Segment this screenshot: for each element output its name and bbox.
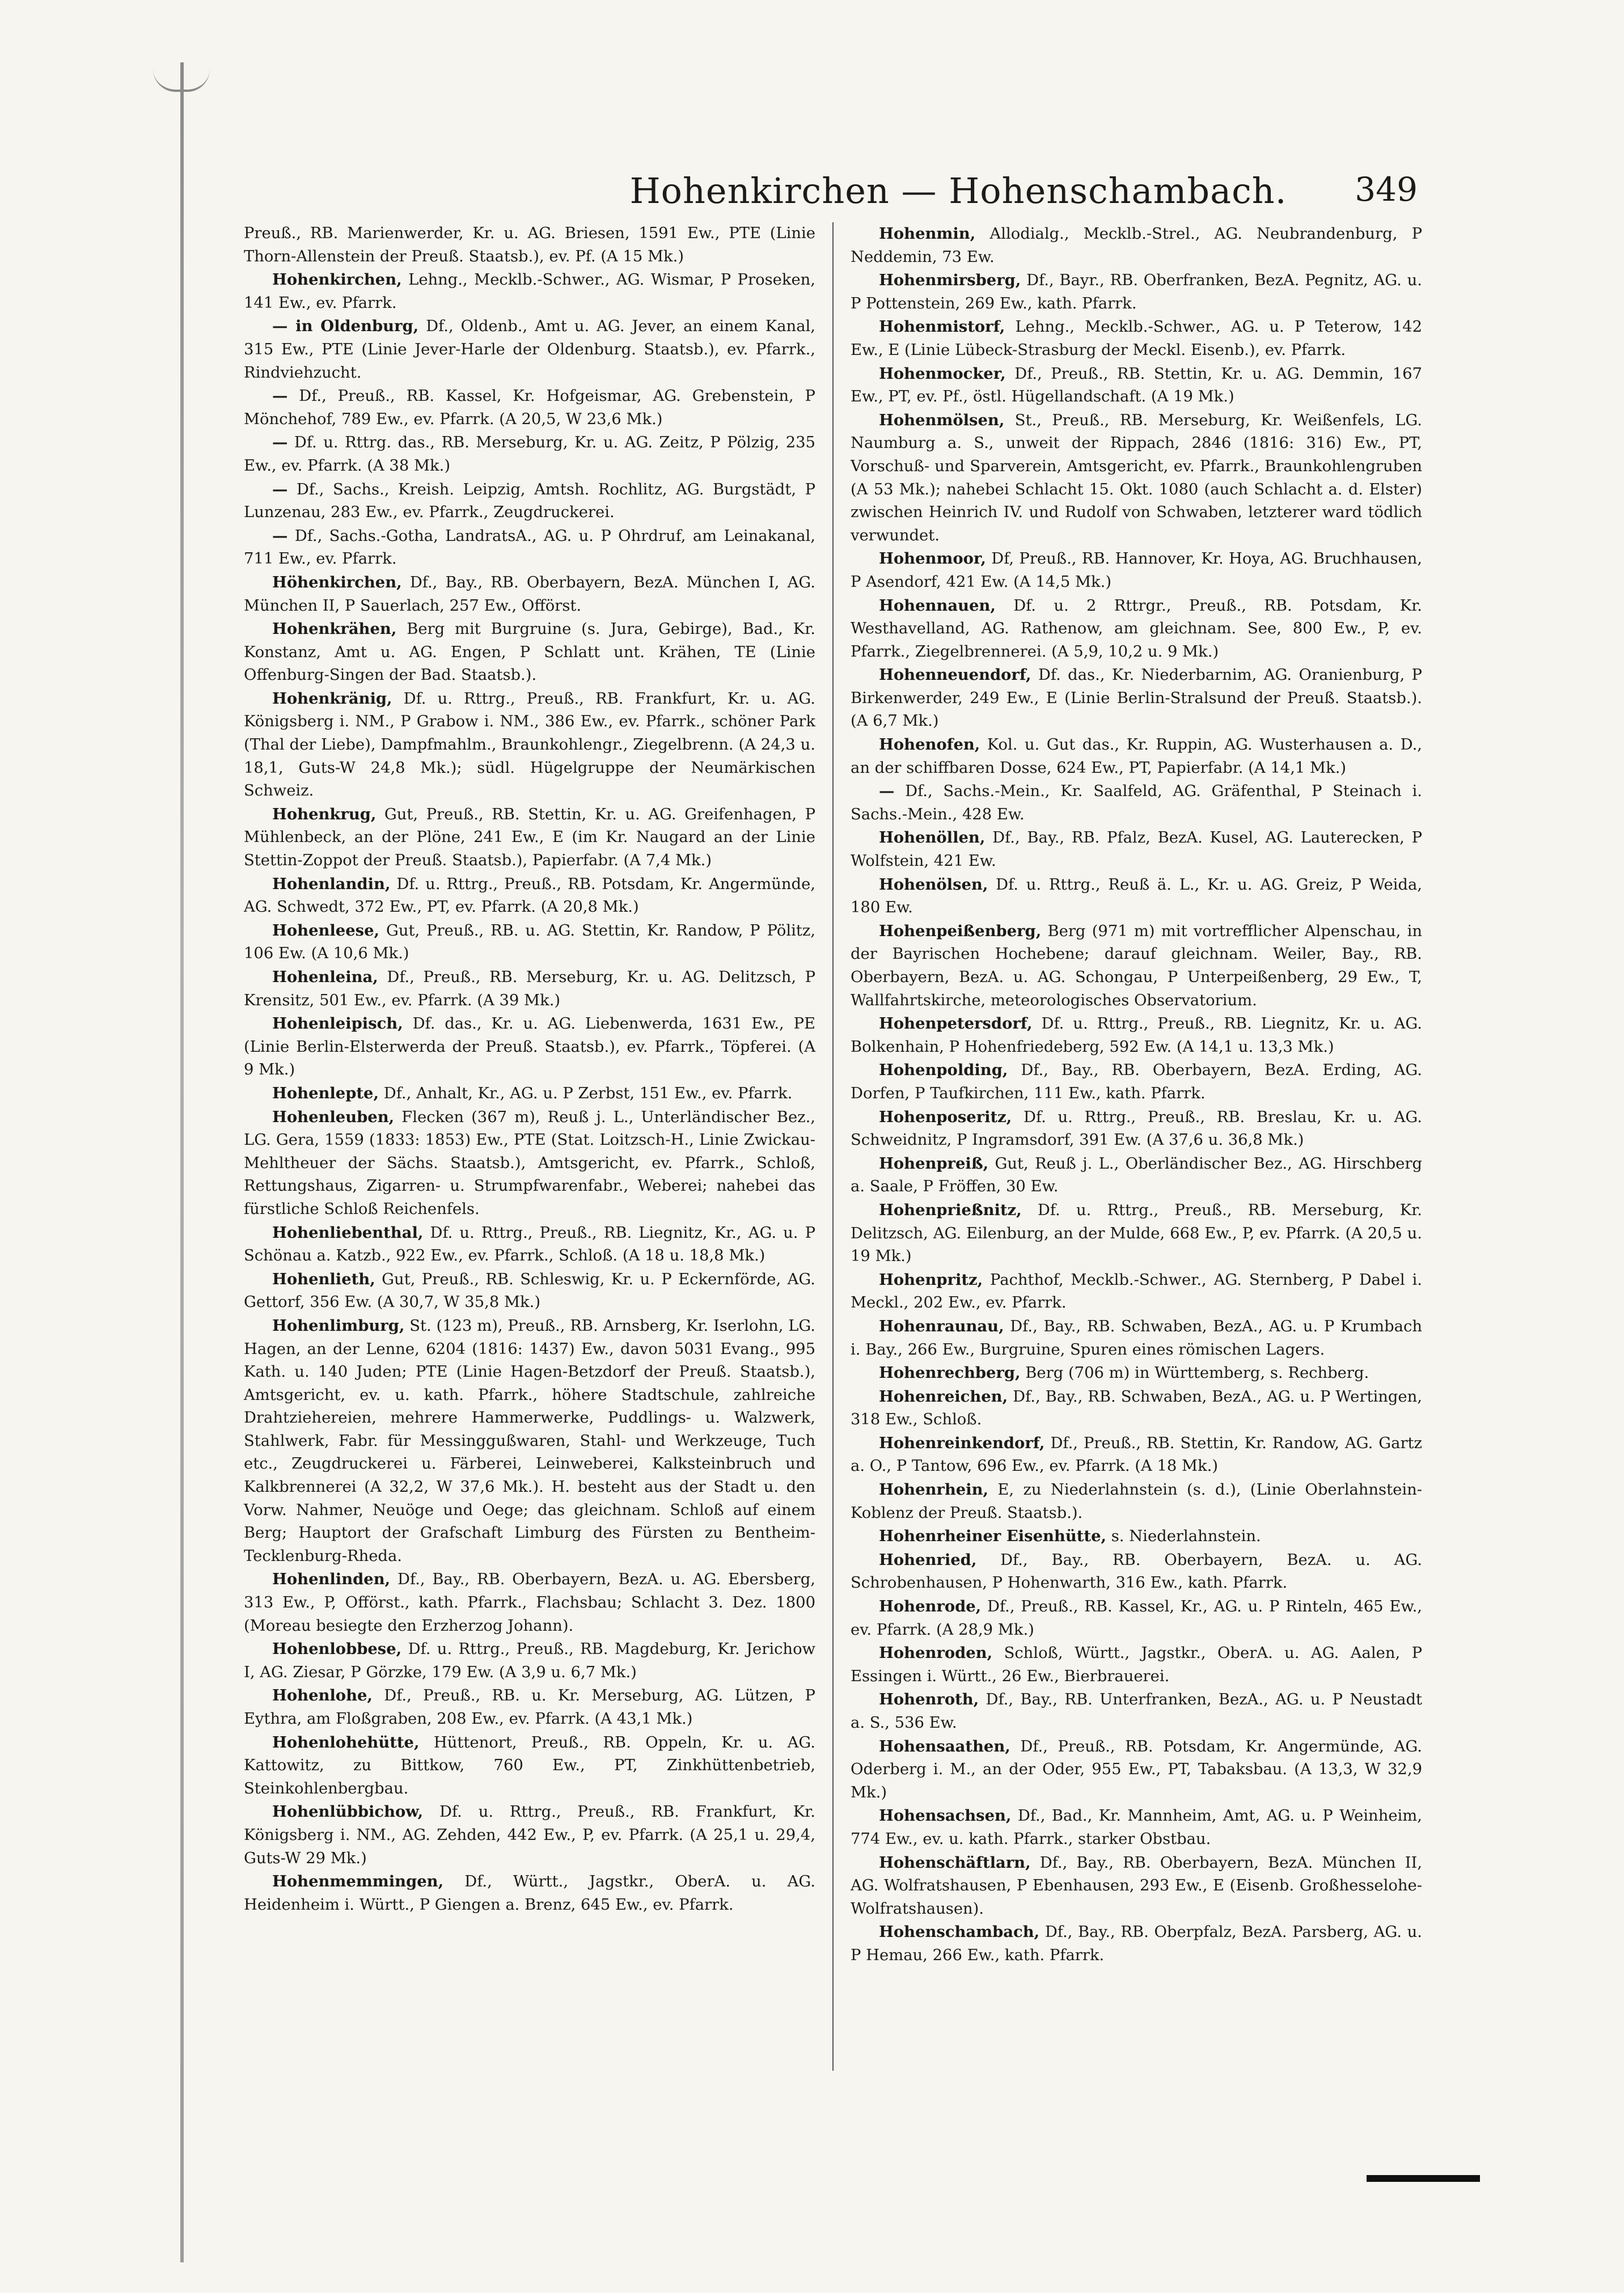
entry-headword: Hohenleuben,	[272, 1107, 395, 1126]
entry-headword: Hohenpreiß,	[879, 1154, 989, 1173]
entry-text: Df., Bayr., RB. Oberfranken, BezA. Pegnitz, AG. u. P Pottenstein, 269 Ew., kath. Pfarrk.	[851, 272, 1422, 312]
entry-headword: Hohenkirchen,	[272, 270, 402, 289]
entry-headword: Hohenölsen,	[879, 875, 988, 894]
dictionary-entry	[851, 1152, 1422, 1199]
dictionary-entry	[244, 1106, 815, 1221]
entry-text: Df. u. Rttrg., Preuß., RB. Potsdam, Kr. Angermünde, AG. Schwedt, 372 Ew., PT, ev. Pfarrk. (A 20,8 Mk.)	[244, 875, 815, 916]
entry-headword: Hohenleipisch,	[272, 1014, 403, 1033]
dictionary-entry	[244, 524, 815, 571]
entry-headword: Hohenschambach,	[879, 1923, 1040, 1941]
entry-headword: Hohenneuendorf,	[879, 666, 1031, 684]
entry-headword: Hohenmoor,	[879, 549, 986, 568]
right-column	[851, 222, 1422, 1968]
entry-text: Df., Preuß., RB. Kassel, Kr., AG. u. P Rinteln, 465 Ew., ev. Pfarrk. (A 28,9 Mk.)	[851, 1598, 1422, 1639]
dictionary-entry	[244, 571, 815, 617]
entry-text: Df., Bay., RB. Oberbayern, BezA. u. AG. Ebersberg, 313 Ew., P, Offörst., kath. Pfarrk., Flachsbau; Schlacht 3. Dez. 1800 (Moreau besiegte den Erzherzog Johann).	[244, 1571, 815, 1635]
dictionary-entry	[244, 478, 815, 524]
entry-text: Kol. u. Gut das., Kr. Ruppin, AG. Wusterhausen a. D., an der schiffbaren Dosse, 624 Ew., PT, Papierfabr. (A 14,1 Mk.)	[851, 736, 1422, 777]
entry-text: Df. u. Rttrg., Preuß., RB. Magdeburg, Kr. Jerichow I, AG. Ziesar, P Görzke, 179 Ew. (A 3,9 u. 6,7 Mk.)	[244, 1640, 816, 1681]
entry-headword: Hohenlobbese,	[272, 1640, 402, 1659]
dictionary-entry	[851, 1851, 1422, 1921]
entry-headword: —	[272, 526, 288, 545]
entry-headword: Hohenschäftlarn,	[879, 1853, 1031, 1872]
entry-text: Df., Bay., RB. Unterfranken, BezA., AG. u. P Neustadt a. S., 536 Ew.	[851, 1691, 1422, 1732]
entry-text: Schloß, Württ., Jagstkr., OberA. u. AG. Aalen, P Essingen i. Württ., 26 Ew., Bierbrauerei.	[851, 1644, 1422, 1685]
page-number: 349	[1355, 170, 1418, 209]
entry-text: Df., Bay., RB. Schwaben, BezA., AG. u. P Wertingen, 318 Ew., Schloß.	[851, 1387, 1422, 1429]
entry-headword: Hohenmölsen,	[879, 411, 1005, 429]
dictionary-entry	[851, 1432, 1422, 1478]
dictionary-entry	[851, 1199, 1422, 1268]
entry-text: Df. u. Rttrg., Preuß., RB. Frankfurt, Kr. u. AG. Königsberg i. NM., P Grabow i. NM., 386 Ew., ev. Pfarrk., schöner Park (Thal der Liebe), Dampfmahlm., Braunkohlengr., Ziegelbrenn. (A 24,3 u. 18,1, Guts-W 24,8 Mk.); südl. Hügelgruppe der Neumärkischen Schweiz.	[244, 689, 815, 800]
entry-headword: Hohenmocker,	[879, 364, 1006, 383]
entry-headword: Höhenkirchen,	[272, 573, 402, 591]
dictionary-entry	[851, 315, 1422, 362]
dictionary-entry	[851, 1361, 1422, 1385]
dictionary-entry	[851, 1315, 1422, 1361]
dictionary-entry	[244, 803, 815, 873]
dictionary-entry	[244, 1684, 815, 1731]
entry-text: Df, Preuß., RB. Hannover, Kr. Hoya, AG. Bruchhausen, P Asendorf, 421 Ew. (A 14,5 Mk.)	[851, 550, 1422, 591]
entry-text: Gut, Reuß j. L., Oberländischer Bez., AG. Hirschberg a. Saale, P Fröffen, 30 Ew.	[851, 1154, 1422, 1196]
entry-text: Df., Anhalt, Kr., AG. u. P Zerbst, 151 Ew., ev. Pfarrk.	[383, 1084, 793, 1102]
entry-text: Df. das., Kr. Niederbarnim, AG. Oranienburg, P Birkenwerder, 249 Ew., E (Linie Berlin-Stralsund der Preuß. Staatsb.). (A 6,7 Mk.)	[851, 666, 1422, 730]
dictionary-entry	[244, 919, 815, 966]
entry-headword: Hohenmemmingen,	[272, 1872, 444, 1891]
dictionary-entry	[244, 431, 815, 477]
dictionary-entry	[244, 268, 815, 315]
entry-headword: —	[272, 387, 288, 405]
entry-headword: Hohenlohe,	[272, 1686, 373, 1705]
dictionary-entry	[851, 547, 1422, 594]
entry-text: Pachthof, Mecklb.-Schwer., AG. Sternberg, P Dabel i. Meckl., 202 Ew., ev. Pfarrk.	[851, 1271, 1422, 1312]
entry-text: Df., Preuß., RB. Merseburg, Kr. u. AG. Delitzsch, P Krensitz, 501 Ew., ev. Pfarrk. (A 39 Mk.)	[244, 968, 815, 1009]
entry-text: Lehng., Mecklb.-Schwer., AG. Wismar, P Proseken, 141 Ew., ev. Pfarrk.	[244, 271, 815, 312]
entry-text: E, zu Niederlahnstein (s. d.), (Linie Oberlahnstein-Koblenz der Preuß. Staatsb.).	[851, 1481, 1422, 1522]
entry-headword: Hohenlimburg,	[272, 1316, 405, 1335]
binding-clip	[153, 69, 210, 92]
dictionary-entry	[244, 1731, 815, 1801]
dictionary-entry	[851, 1268, 1422, 1315]
entry-headword: Hohenkränig,	[272, 689, 392, 708]
dictionary-entry	[851, 873, 1422, 920]
dictionary-entry	[851, 1804, 1422, 1851]
dictionary-entry	[851, 663, 1422, 733]
dictionary-entry	[851, 1920, 1422, 1967]
entry-headword: Hohenmin,	[879, 225, 976, 243]
dictionary-entry	[244, 1082, 815, 1106]
entry-text: Df., Preuß., RB. Kassel, Kr. Hofgeismar, AG. Grebenstein, P Mönchehof, 789 Ew., ev. Pfarrk. (A 20,5, W 23,6 Mk.)	[244, 387, 815, 428]
dictionary-entry	[244, 966, 815, 1012]
entry-headword: Hohenkrug,	[272, 805, 377, 823]
dictionary-entry	[244, 1568, 815, 1638]
entry-text: s. Niederlahnstein.	[1111, 1528, 1261, 1546]
dictionary-entry	[244, 1221, 815, 1268]
entry-headword: Hohenpeißenberg,	[879, 921, 1042, 940]
dictionary-entry	[244, 873, 815, 919]
dictionary-entry	[244, 384, 815, 431]
entry-text: Df. u. Rttrg., Preuß., RB. Liegnitz, Kr., AG. u. P Schönau a. Katzb., 922 Ew., ev. Pfarrk., Schloß. (A 18 u. 18,8 Mk.)	[244, 1224, 815, 1265]
dictionary-entry	[851, 1059, 1422, 1105]
dictionary-entry	[851, 1385, 1422, 1432]
entry-text: St., Preuß., RB. Merseburg, Kr. Weißenfels, LG. Naumburg a. S., unweit der Rippach, 2846 (1816: 316) Ew., PT, Vorschuß- und Sparverein, Amtsgericht, ev. Pfarrk., Braunkohlengruben (A 53 Mk.); nahebei Schlacht 15. Okt. 1080 (auch Schlacht a. d. Elster) zwischen Heinrich IV. und Rudolf von Schwaben, letzterer ward tödlich verwundet.	[851, 411, 1422, 544]
entry-text: Df., Preuß., RB. Potsdam, Kr. Angermünde, AG. Oderberg i. M., an der Oder, 955 Ew., PT, Tabaksbau. (A 13,3, W 32,9 Mk.)	[851, 1737, 1422, 1801]
dictionary-entry	[244, 222, 815, 268]
dictionary-entry	[851, 409, 1422, 548]
entry-headword: Hohenpolding,	[879, 1061, 1008, 1080]
entry-headword: Hohenmirsberg,	[879, 271, 1021, 290]
dictionary-entry	[851, 1688, 1422, 1734]
entry-text: Flecken (367 m), Reuß j. L., Unterländischer Bez., LG. Gera, 1559 (1833: 1853) Ew., PTE (Stat. Loitzsch-H., Linie Zwickau-Mehltheuer der Sächs. Staatsb.), Amtsgericht, ev. Pfarrk., Schloß, Rettungshaus, Zigarren- u. Strumpfwarenfabr., Weberei; nahebei das fürstliche Schloß Reichenfels.	[244, 1108, 815, 1218]
entry-headword: Hohenlübbichow,	[272, 1803, 424, 1821]
entry-headword: Hohenleese,	[272, 921, 380, 940]
dictionary-entry	[851, 1595, 1422, 1642]
entry-text: Gut, Preuß., RB. Stettin, Kr. u. AG. Greifenhagen, P Mühlenbeck, an der Plöne, 241 Ew., E (im Kr. Naugard an der Linie Stettin-Zoppot der Preuß. Staatsb.), Papierfabr. (A 7,4 Mk.)	[244, 805, 815, 870]
entry-text: Berg mit Burgruine (s. Jura, Gebirge), Bad., Kr. Konstanz, Amt u. AG. Engen, P Schlatt unt. Krähen, TE (Linie Offenburg-Singen der Bad. Staatsb.).	[244, 620, 815, 684]
entry-headword: Hohenmistorf,	[879, 318, 1005, 336]
bottom-rule	[1367, 2175, 1480, 2182]
entry-headword: Hohenlepte,	[272, 1084, 379, 1102]
entry-headword: —	[272, 480, 288, 498]
entry-text: Df. u. Rttrg., Preuß., RB. Frankfurt, Kr. Königsberg i. NM., AG. Zehden, 442 Ew., P, ev. Pfarrk. (A 25,1 u. 29,4, Guts-W 29 Mk.)	[244, 1803, 815, 1867]
entry-text: Df. u. Rttrg., Preuß., RB. Breslau, Kr. u. AG. Schweidnitz, P Ingramsdorf, 391 Ew. (A 37,6 u. 36,8 Mk.)	[851, 1108, 1422, 1149]
dictionary-entry	[244, 687, 815, 803]
dictionary-entry	[851, 780, 1422, 826]
entry-text: Df., Bay., RB. Oberpfalz, BezA. Parsberg, AG. u. P Hemau, 266 Ew., kath. Pfarrk.	[851, 1923, 1422, 1964]
entry-text: Df., Bay., RB. Oberbayern, BezA. u. AG. Schrobenhausen, P Hohenwarth, 316 Ew., kath. Pfarrk.	[851, 1551, 1422, 1592]
dictionary-entry	[851, 1478, 1422, 1525]
dictionary-entry	[244, 1268, 815, 1314]
entry-text: Df., Württ., Jagstkr., OberA. u. AG. Heidenheim i. Württ., P Giengen a. Brenz, 645 Ew., ev. Pfarrk.	[244, 1873, 815, 1914]
dictionary-entry	[851, 1525, 1422, 1549]
entry-text: Df. u. Rttrg., Preuß., RB. Merseburg, Kr. Delitzsch, AG. Eilenburg, an der Mulde, 668 Ew., P, ev. Pfarrk. (A 20,5 u. 19 Mk.)	[851, 1201, 1422, 1266]
column-divider	[832, 222, 834, 2071]
dictionary-entry	[851, 1642, 1422, 1688]
entry-text: Df., Sachs.-Mein., Kr. Saalfeld, AG. Gräfenthal, P Steinach i. Sachs.-Mein., 428 Ew.	[851, 782, 1422, 823]
entry-headword: Hohenried,	[879, 1550, 977, 1569]
dictionary-entry	[244, 315, 815, 384]
entry-headword: —	[272, 433, 288, 452]
entry-headword: Hohenpetersdorf,	[879, 1014, 1033, 1033]
entry-headword: Hohenlieth,	[272, 1270, 375, 1288]
entry-text: Lehng., Mecklb.-Schwer., AG. u. P Teterow, 142 Ew., E (Linie Lübeck-Strasburg der Meckl. Eisenb.), ev. Pfarrk.	[851, 318, 1422, 359]
entry-text: Df. u. Rttrg. das., RB. Merseburg, Kr. u. AG. Zeitz, P Pölzig, 235 Ew., ev. Pfarrk. (A 38 Mk.)	[244, 434, 815, 475]
dictionary-entry	[244, 1314, 815, 1568]
entry-text: Df., Bay., RB. Oberbayern, BezA. München II, AG. Wolfratshausen, P Ebenhausen, 293 Ew., E (Eisenb. Großhesselohe-Wolfratshausen).	[851, 1854, 1422, 1918]
entry-text: Df., Sachs.-Gotha, LandratsA., AG. u. P Ohrdruf, am Leinakanal, 711 Ew., ev. Pfarrk.	[244, 527, 815, 568]
dictionary-entry	[851, 733, 1422, 780]
dictionary-entry	[244, 617, 815, 687]
entry-headword: Hohenrhein,	[879, 1480, 989, 1499]
entry-headword: Hohenroth,	[879, 1690, 979, 1709]
entry-text: Berg (706 m) in Württemberg, s. Rechberg.	[1025, 1364, 1369, 1382]
entry-text: Df., Oldenb., Amt u. AG. Jever, an einem Kanal, 315 Ew., PTE (Linie Jever-Harle der Oldenburg. Staatsb.), ev. Pfarrk., Rindviehzucht.	[244, 318, 815, 382]
entry-text: Df., Preuß., RB. Stettin, Kr. u. AG. Demmin, 167 Ew., PT, ev. Pf., östl. Hügellandschaft. (A 19 Mk.)	[851, 365, 1422, 406]
entry-headword: Hohenkrähen,	[272, 620, 397, 638]
entry-text: Df., Preuß., RB. u. Kr. Merseburg, AG. Lützen, P Eythra, am Floßgraben, 208 Ew., ev. Pfarrk. (A 43,1 Mk.)	[244, 1687, 815, 1728]
entry-headword: Hohenroden,	[879, 1644, 993, 1662]
entry-headword: Hohenlandin,	[272, 874, 391, 893]
dictionary-entry	[244, 1870, 815, 1917]
entry-headword: Hohensachsen,	[879, 1807, 1012, 1825]
dictionary-entry	[851, 1549, 1422, 1595]
left-column	[244, 222, 815, 1917]
entry-headword: Hohenprießnitz,	[879, 1200, 1022, 1219]
entry-text: Hüttenort, Preuß., RB. Oppeln, Kr. u. AG. Kattowitz, zu Bittkow, 760 Ew., PT, Zinkhüttenbetrieb, Steinkohlenbergbau.	[244, 1733, 815, 1797]
entry-headword: Hohenleina,	[272, 968, 378, 986]
entry-headword: Hohenrechberg,	[879, 1364, 1021, 1382]
entry-headword: — in Oldenburg,	[272, 317, 419, 336]
entry-headword: Hohenposeritz,	[879, 1107, 1012, 1126]
entry-text: Df., Bay., RB. Pfalz, BezA. Kusel, AG. Lauterecken, P Wolfstein, 421 Ew.	[851, 829, 1422, 870]
running-head: Hohenkirchen — Hohenschambach.	[629, 170, 1287, 211]
dictionary-entry	[244, 1638, 815, 1684]
entry-text: Df., Bay., RB. Schwaben, BezA., AG. u. P Krumbach i. Bay., 266 Ew., Burgruine, Spuren eines römischen Lagers.	[851, 1317, 1422, 1359]
entry-text: Df. u. Rttrg., Preuß., RB. Liegnitz, Kr. u. AG. Bolkenhain, P Hohenfriedeberg, 592 Ew. (A 14,1 u. 13,3 Mk.)	[851, 1015, 1422, 1056]
entry-text: Df. u. Rttrg., Reuß ä. L., Kr. u. AG. Greiz, P Weida, 180 Ew.	[851, 875, 1422, 917]
entry-headword: Hohenraunau,	[879, 1317, 1004, 1335]
entry-text: Allodialg., Mecklb.-Strel., AG. Neubrandenburg, P Neddemin, 73 Ew.	[851, 225, 1422, 266]
dictionary-entry	[244, 1012, 815, 1082]
dictionary-entry	[851, 594, 1422, 664]
entry-text: Berg (971 m) mit vortrefflicher Alpenschau, in der Bayrischen Hochebene; darauf gleichnam. Weiler, Bay., RB. Oberbayern, BezA. u. AG. Schongau, P Unterpeißenberg, 29 Ew., T, Wallfahrtskirche, meteorologisches Observatorium.	[851, 922, 1422, 1009]
entry-headword: Hohenreinkendorf,	[879, 1433, 1045, 1452]
dictionary-entry	[851, 826, 1422, 873]
entry-headword: Hohenreichen,	[879, 1387, 1008, 1406]
entry-text: Gut, Preuß., RB. Schleswig, Kr. u. P Eckernförde, AG. Gettorf, 356 Ew. (A 30,7, W 35,8 Mk.)	[244, 1270, 815, 1312]
entry-text: Df., Preuß., RB. Stettin, Kr. Randow, AG. Gartz a. O., P Tantow, 696 Ew., ev. Pfarrk. (A 18 Mk.)	[851, 1434, 1422, 1475]
dictionary-entry	[851, 222, 1422, 269]
entry-text: Df. das., Kr. u. AG. Liebenwerda, 1631 Ew., PE (Linie Berlin-Elsterwerda der Preuß. Staatsb.), ev. Pfarrk., Töpferei. (A 9 Mk.)	[244, 1015, 815, 1079]
entry-headword: Hohenpritz,	[879, 1270, 983, 1289]
entry-headword: Hohenrheiner Eisenhütte,	[879, 1527, 1107, 1546]
entry-headword: Hohenlinden,	[272, 1570, 391, 1589]
entry-text: St. (123 m), Preuß., RB. Arnsberg, Kr. Iserlohn, LG. Hagen, an der Lenne, 6204 (1816: 1437) Ew., davon 5031 Evang., 995 Kath. u. 140 Juden; PTE (Linie Hagen-Betzdorf der Preuß. Staatsb.), Amtsgericht, ev. u. kath. Pfarrk., höhere Stadtschule, zahlreiche Drahtziehereien, mehrere Hammerwerke, Puddlings- u. Walzwerk, Stahlwerk, Fabr. für Messinggußwaren, Stahl- und Werkzeuge, Tuch etc., Zeugdruckerei u. Färberei, Leinweberei, Kalksteinbruch und Kalkbrennerei (A 32,2, W 37,6 Mk.). H. besteht aus der Stadt u. den Vorw. Nahmer, Neuöge und Oege; das gleichnam. Schloß auf einem Berg; Hauptort der Grafschaft Limburg des Fürsten zu Bentheim-Tecklenburg-Rheda.	[244, 1317, 815, 1565]
entry-headword: Hohennauen,	[879, 596, 996, 615]
entry-text: Df., Bad., Kr. Mannheim, Amt, AG. u. P Weinheim, 774 Ew., ev. u. kath. Pfarrk., starker Obstbau.	[851, 1807, 1422, 1848]
entry-text: Gut, Preuß., RB. u. AG. Stettin, Kr. Randow, P Pölitz, 106 Ew. (A 10,6 Mk.)	[244, 921, 815, 963]
entry-headword: Hohenofen,	[879, 735, 980, 754]
entry-headword: —	[879, 782, 895, 801]
binding-line	[180, 62, 184, 2262]
dictionary-entry	[851, 362, 1422, 409]
dictionary-entry	[851, 269, 1422, 315]
dictionary-entry	[851, 1735, 1422, 1805]
entry-headword: Hohenrode,	[879, 1597, 982, 1616]
entry-text: Preuß., RB. Marienwerder, Kr. u. AG. Briesen, 1591 Ew., PTE (Linie Thorn-Allenstein der Preuß. Staatsb.), ev. Pf. (A 15 Mk.)	[244, 225, 815, 265]
entry-headword: Hohenöllen,	[879, 828, 986, 847]
dictionary-entry	[851, 920, 1422, 1012]
entry-headword: Hohensaathen,	[879, 1737, 1010, 1755]
entry-headword: Hohenlohehütte,	[272, 1733, 420, 1752]
entry-text: Df., Sachs., Kreish. Leipzig, Amtsh. Rochlitz, AG. Burgstädt, P Lunzenau, 283 Ew., ev. Pfarrk., Zeugdruckerei.	[244, 480, 815, 522]
entry-headword: Hohenliebenthal,	[272, 1223, 424, 1242]
dictionary-entry	[244, 1800, 815, 1870]
page-header	[238, 170, 1418, 227]
dictionary-entry	[851, 1012, 1422, 1059]
entry-text: Df., Bay., RB. Oberbayern, BezA. München I, AG. München II, P Sauerlach, 257 Ew., Offörst.	[244, 573, 815, 615]
entry-text: Df., Bay., RB. Oberbayern, BezA. Erding, AG. Dorfen, P Taufkirchen, 111 Ew., kath. Pfarrk.	[851, 1061, 1422, 1102]
entry-text: Df. u. 2 Rttrgr., Preuß., RB. Potsdam, Kr. Westhavelland, AG. Rathenow, am gleichnam. See, 800 Ew., P, ev. Pfarrk., Ziegelbrennerei. (A 5,9, 10,2 u. 9 Mk.)	[851, 596, 1422, 661]
dictionary-entry	[851, 1106, 1422, 1152]
